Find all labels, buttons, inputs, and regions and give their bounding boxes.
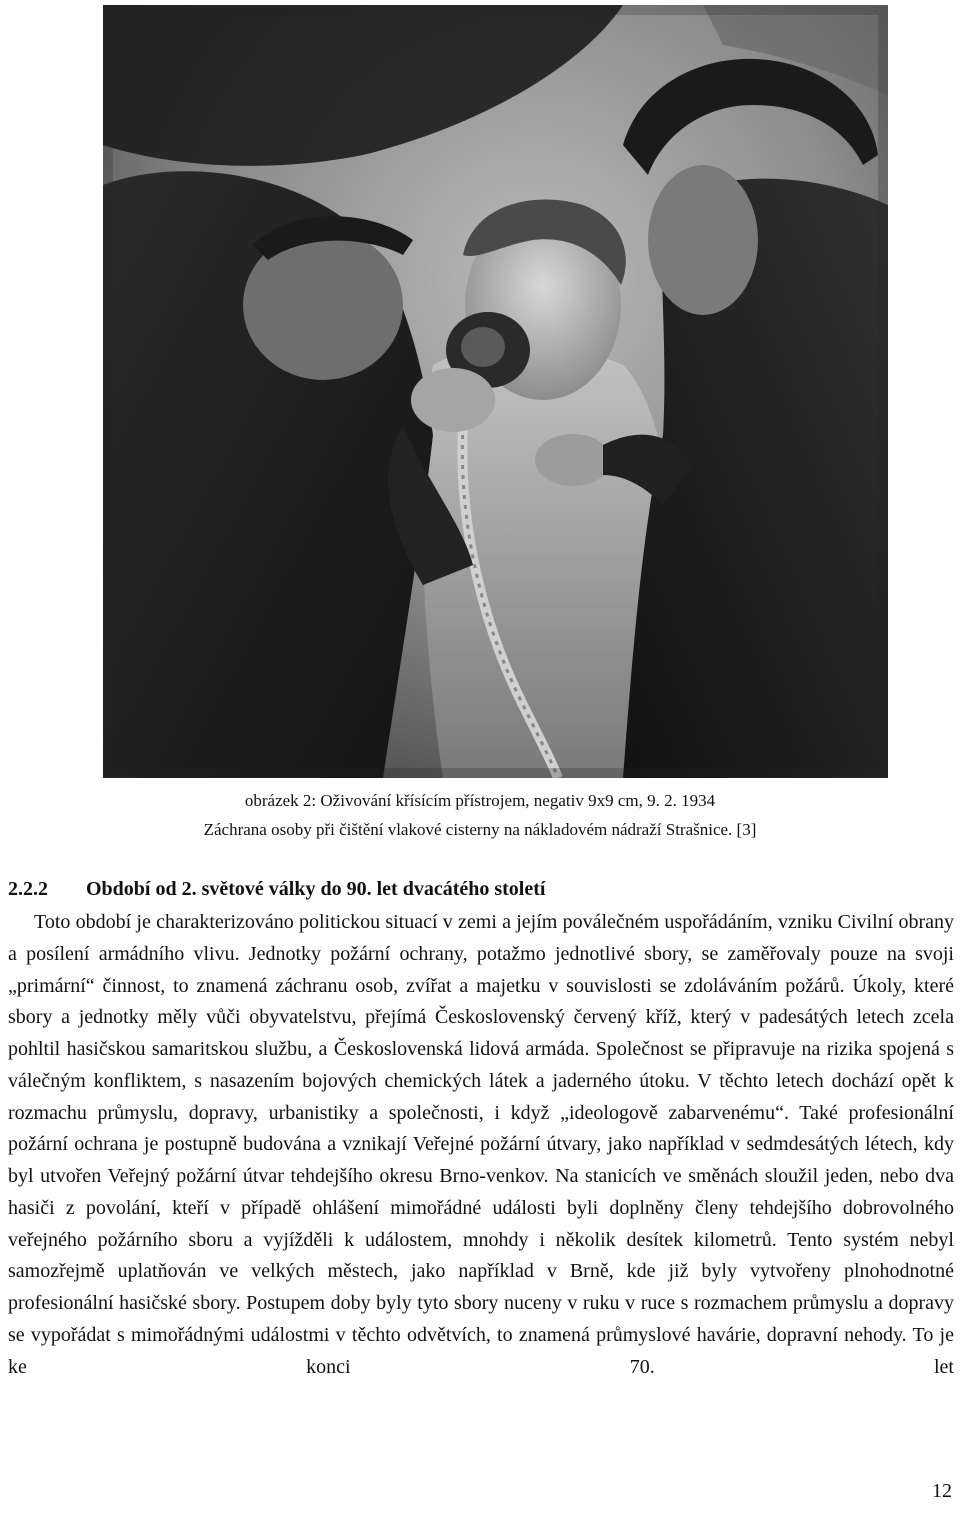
figure-caption-line2: Záchrana osoby při čištění vlakové cisterny na nákladovém nádraží Strašnice. [3] <box>203 820 757 839</box>
page-number: 12 <box>932 1480 952 1502</box>
paragraph: Toto období je charakterizováno politickou situací v zemi a jejím poválečném uspořádáním, vzniku Civilní obrany a posílení armádního vlivu. Jednotky požární ochrany, potažmo jednotlivé sbory, se zaměřovaly pouze na svoji „primární“ činnost, to znamená záchranu osob, zvířat a majetku v souvislosti se zdoláváním požárů. Úkoly, které sbory a jednotky měly vůči obyvatelstvu, přejímá Československý červený kříž, který v padesátých letech zcela pohltil hasičskou samaritskou službu, a Československá lidová armáda. Společnost se připravuje na rizika spojená s válečným konfliktem, s nasazením bojových chemických látek a jaderného útoku. V těchto letech dochází opět k rozmachu průmyslu, dopravy, urbanistiky a společnosti, i když „ideologově zabarvenému“. Také profesionální požární ochrana je postupně budována a vznikají Veřejné požární útvary, jako například v sedmdesátých létech, kdy byl utvořen Veřejný požární útvar tehdejšího okresu Brno-venkov. Na stanicích ve směnách sloužil jeden, nebo dva hasiči z povolání, kteří v případě ohlášení mimořádné události byli doplněny členy tehdejšího dobrovolného veřejného požárního sboru a vyjížděli k událostem, mnohdy i několik desítek kilometrů. Tento systém nebyl samozřejmě uplatňován ve velkých městech, jako například v Brně, kde již byly vytvořeny plnohodnotné profesionální hasičské sbory. Postupem doby byly tyto sbory nuceny v ruku v ruce s rozmachem průmyslu a dopravy se vypořádat s mimořádnými událostmi v těchto odvětvích, to znamená průmyslové havárie, dopravní nehody. To je ke konci 70. let <box>8 911 954 1378</box>
section-heading <box>8 876 545 902</box>
section-title: Období od 2. světové války do 90. let dvacátého století <box>86 878 546 900</box>
historical-photograph <box>103 5 888 778</box>
figure-caption-line1: obrázek 2: Oživování křísícím přístrojem, negativ 9x9 cm, 9. 2. 1934 <box>244 791 716 810</box>
photo-illustration <box>103 5 888 778</box>
body-text <box>8 907 954 1383</box>
section-number: 2.2.2 <box>8 878 48 900</box>
